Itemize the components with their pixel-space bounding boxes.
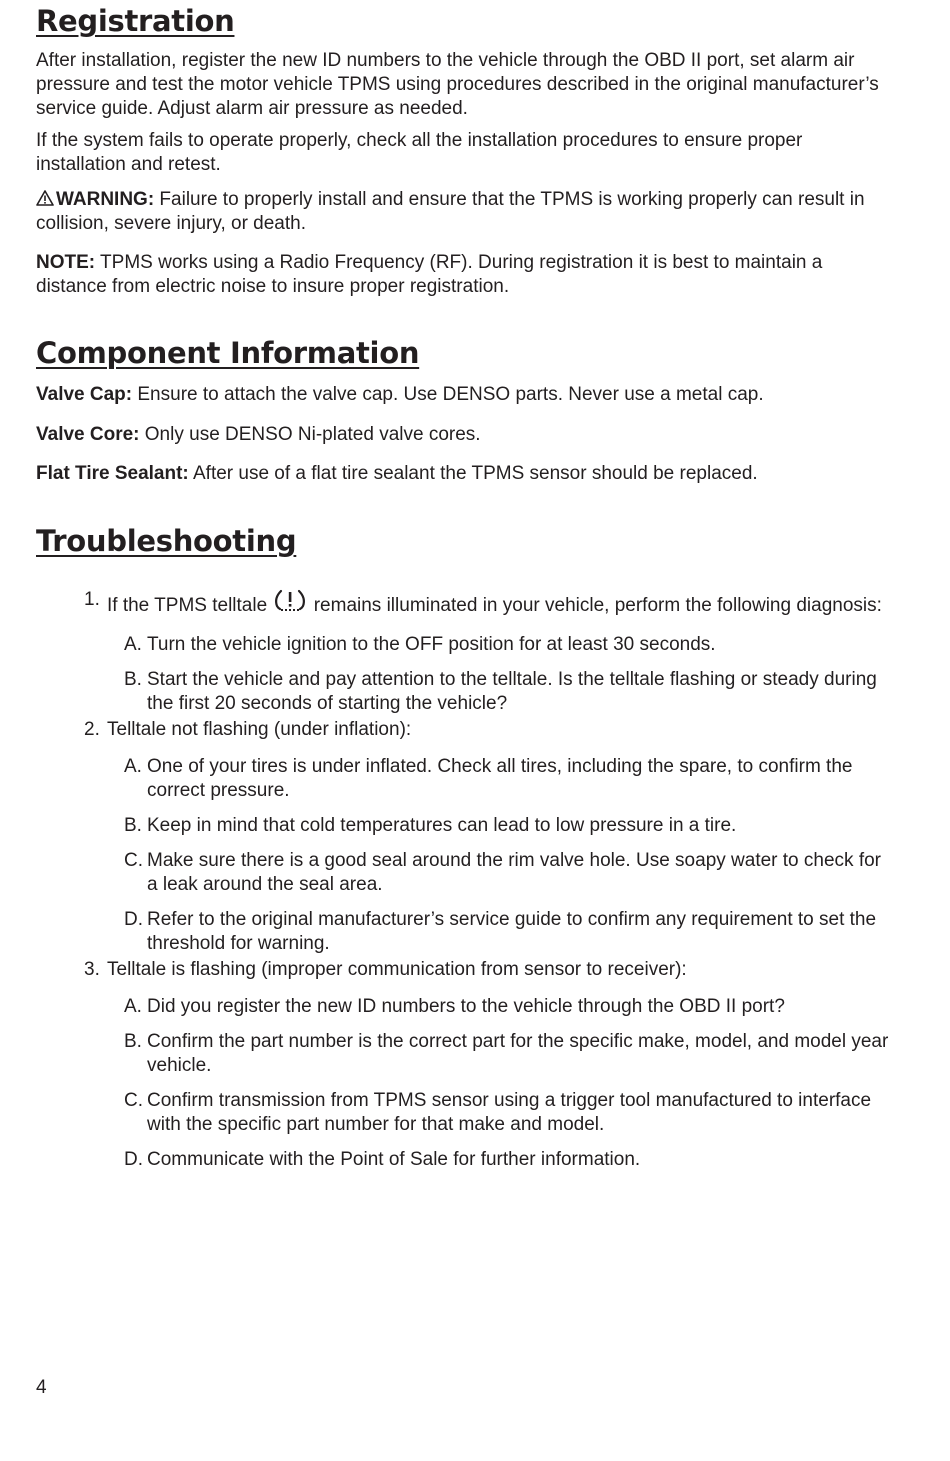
list-item-3	[36, 958, 896, 982]
component-heading: Component Information	[36, 336, 420, 370]
warning-paragraph	[36, 188, 886, 236]
warning-label: WARNING:	[56, 189, 155, 210]
sub-item-letter: A.	[124, 756, 142, 777]
sub-item-3d	[36, 1148, 896, 1172]
list-item-text-after: remains illuminated in your vehicle, perform the following diagnosis:	[308, 595, 882, 616]
registration-para-2: If the system fails to operate properly, check all the installation procedures to ensure proper installation and retest.	[36, 130, 803, 175]
troubleshooting-list	[36, 588, 896, 1172]
sub-item-letter: D.	[124, 909, 143, 930]
sub-item-letter: C.	[124, 850, 143, 871]
sub-item-text: Keep in mind that cold temperatures can lead to low pressure in a tire.	[147, 815, 737, 836]
warning-triangle-icon	[36, 190, 54, 206]
sub-item-1b	[36, 668, 896, 716]
sub-item-letter: B.	[124, 669, 142, 690]
component-item-text: Only use DENSO Ni-plated valve cores.	[139, 424, 481, 445]
sub-item-3a	[36, 995, 896, 1019]
sub-item-letter: A.	[124, 996, 142, 1017]
list-item-number: 1.	[84, 589, 100, 610]
page-number: 4	[36, 1377, 47, 1398]
troubleshooting-heading: Troubleshooting	[36, 524, 297, 558]
sub-item-2a	[36, 755, 896, 803]
sub-item-2d	[36, 908, 896, 956]
sub-item-text: Confirm transmission from TPMS sensor using a trigger tool manufactured to interface with the specific part number for that make and model.	[147, 1090, 872, 1135]
sub-item-letter: B.	[124, 1031, 142, 1052]
list-item-number: 2.	[84, 719, 100, 740]
sub-item-1a	[36, 633, 896, 657]
component-item-valve-core	[36, 423, 886, 447]
note-paragraph	[36, 251, 886, 299]
list-item-text: Telltale is flashing (improper communication from sensor to receiver):	[107, 959, 687, 980]
sub-item-letter: B.	[124, 815, 142, 836]
sub-item-text: Turn the vehicle ignition to the OFF position for at least 30 seconds.	[147, 634, 716, 655]
list-item-2	[36, 718, 896, 742]
sub-item-text: One of your tires is under inflated. Check all tires, including the spare, to confirm the correct pressure.	[147, 756, 853, 801]
registration-heading: Registration	[36, 4, 235, 38]
list-item-number: 3.	[84, 959, 100, 980]
list-item-text: Telltale not flashing (under inflation):	[107, 719, 412, 740]
note-text: TPMS works using a Radio Frequency (RF). During registration it is best to maintain a distance from electric noise to insure proper registration.	[36, 252, 823, 297]
list-item-1	[36, 588, 896, 618]
sub-item-letter: A.	[124, 634, 142, 655]
list-item-text-before: If the TPMS telltale	[107, 595, 273, 616]
note-label: NOTE:	[36, 252, 96, 273]
sub-item-text: Communicate with the Point of Sale for further information.	[147, 1149, 641, 1170]
component-item-label: Valve Cap:	[36, 384, 133, 405]
sub-item-text: Confirm the part number is the correct part for the specific make, model, and model year vehicle.	[147, 1031, 889, 1076]
component-item-label: Flat Tire Sealant:	[36, 463, 189, 484]
sub-item-3c	[36, 1089, 896, 1137]
component-item-text: Ensure to attach the valve cap. Use DENSO parts. Never use a metal cap.	[132, 384, 764, 405]
sub-item-text: Start the vehicle and pay attention to the telltale. Is the telltale flashing or steady during the first 20 seconds of starting the vehicle?	[147, 669, 877, 714]
sub-item-text: Did you register the new ID numbers to the vehicle through the OBD II port?	[147, 996, 785, 1017]
sub-item-3b	[36, 1030, 896, 1078]
component-item-label: Valve Core:	[36, 424, 140, 445]
sub-item-text: Refer to the original manufacturer’s service guide to confirm any requirement to set the threshold for warning.	[147, 909, 877, 954]
component-item-flat-tire-sealant	[36, 462, 886, 486]
sub-item-text: Make sure there is a good seal around the rim valve hole. Use soapy water to check for a leak around the seal area.	[147, 850, 881, 895]
sub-item-letter: C.	[124, 1090, 143, 1111]
sub-item-2c	[36, 849, 896, 897]
sub-item-2b	[36, 814, 896, 838]
component-item-text: After use of a flat tire sealant the TPMS sensor should be replaced.	[188, 463, 758, 484]
sub-item-letter: D.	[124, 1149, 143, 1170]
warning-text: Failure to properly install and ensure that the TPMS is working properly can result in collision, severe injury, or death.	[36, 189, 865, 234]
component-item-valve-cap	[36, 383, 886, 407]
tpms-telltale-icon	[272, 588, 308, 614]
registration-para-1: After installation, register the new ID numbers to the vehicle through the OBD II port, set alarm air pressure and test the motor vehicle TPMS using procedures described in the original manufacturer’s service guide. Adjust alarm air pressure as needed.	[36, 50, 879, 119]
